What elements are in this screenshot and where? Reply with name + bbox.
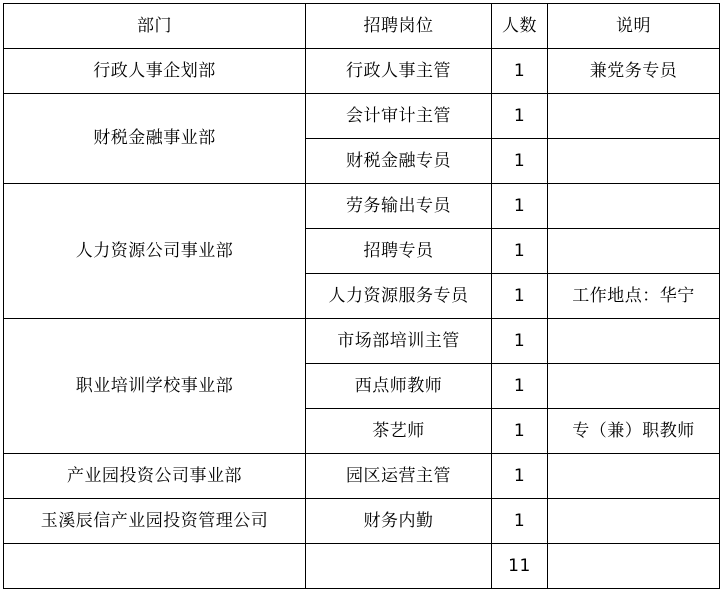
cell-position: 会计审计主管 (306, 94, 492, 139)
cell-count: 1 (492, 229, 548, 274)
table-row (4, 454, 720, 499)
table-row (4, 49, 720, 94)
column-header-department: 部门 (4, 4, 306, 49)
cell-count: 1 (492, 139, 548, 184)
cell-remarks (548, 454, 720, 499)
cell-remarks (548, 364, 720, 409)
column-header-position: 招聘岗位 (306, 4, 492, 49)
table-row (4, 319, 720, 364)
cell-remarks (548, 94, 720, 139)
cell-department: 职业培训学校事业部 (4, 319, 306, 454)
cell-count: 1 (492, 49, 548, 94)
cell-remarks: 专（兼）职教师 (548, 409, 720, 454)
table-row (4, 94, 720, 139)
cell-remarks (548, 319, 720, 364)
table-total-row (4, 544, 720, 589)
column-header-count: 人数 (492, 4, 548, 49)
cell-position: 招聘专员 (306, 229, 492, 274)
table-header-row (4, 4, 720, 49)
cell-remarks (548, 139, 720, 184)
cell-position: 市场部培训主管 (306, 319, 492, 364)
cell-total-count: 11 (492, 544, 548, 589)
cell-count: 1 (492, 319, 548, 364)
cell-department: 产业园投资公司事业部 (4, 454, 306, 499)
recruitment-table (3, 3, 720, 589)
cell-position: 园区运营主管 (306, 454, 492, 499)
cell-count: 1 (492, 454, 548, 499)
cell-position: 劳务输出专员 (306, 184, 492, 229)
cell-department: 行政人事企划部 (4, 49, 306, 94)
cell-position: 财税金融专员 (306, 139, 492, 184)
cell-remarks (548, 544, 720, 589)
cell-position: 人力资源服务专员 (306, 274, 492, 319)
cell-remarks (548, 184, 720, 229)
cell-position: 行政人事主管 (306, 49, 492, 94)
cell-department: 财税金融事业部 (4, 94, 306, 184)
column-header-remarks: 说明 (548, 4, 720, 49)
cell-remarks: 工作地点：华宁 (548, 274, 720, 319)
table-body (4, 4, 720, 589)
cell-position (306, 544, 492, 589)
cell-position: 西点师教师 (306, 364, 492, 409)
cell-count: 1 (492, 499, 548, 544)
cell-count: 1 (492, 184, 548, 229)
cell-position: 茶艺师 (306, 409, 492, 454)
cell-department: 玉溪辰信产业园投资管理公司 (4, 499, 306, 544)
cell-department: 人力资源公司事业部 (4, 184, 306, 319)
cell-position: 财务内勤 (306, 499, 492, 544)
cell-remarks (548, 229, 720, 274)
cell-count: 1 (492, 94, 548, 139)
cell-count: 1 (492, 409, 548, 454)
cell-remarks: 兼党务专员 (548, 49, 720, 94)
table-row (4, 184, 720, 229)
cell-department (4, 544, 306, 589)
cell-count: 1 (492, 274, 548, 319)
cell-count: 1 (492, 364, 548, 409)
cell-remarks (548, 499, 720, 544)
table-row (4, 499, 720, 544)
